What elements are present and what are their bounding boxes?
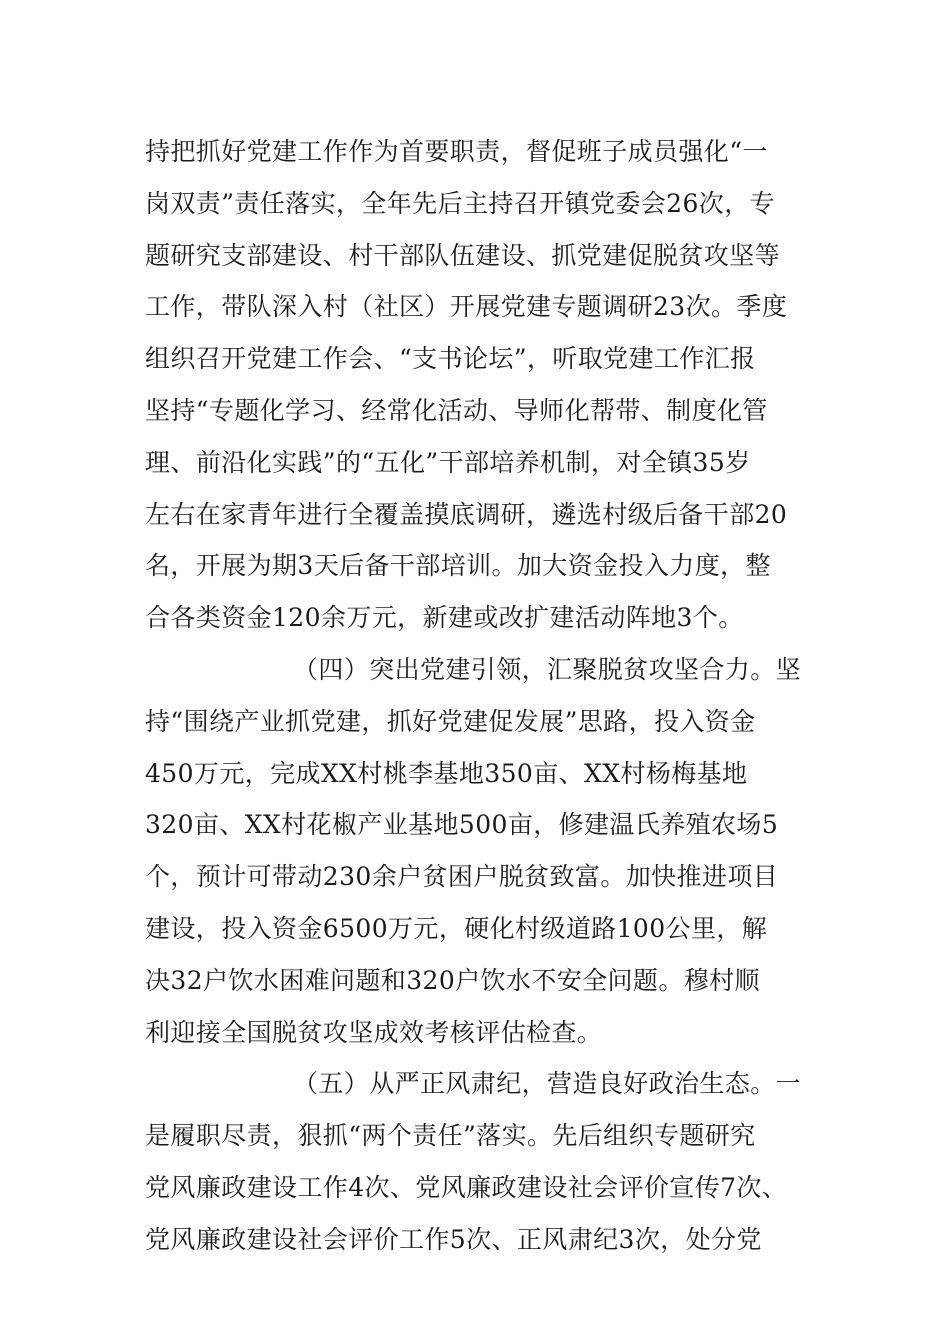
text-line: 题研究支部建设、村干部队伍建设、抓党建促脱贫攻坚等 [145, 240, 781, 270]
section-heading-line: （四）突出党建引领，汇聚脱贫攻坚合力。坚 [293, 654, 802, 684]
section-heading-line: （五）从严正风肃纪，营造良好政治生态。一 [293, 1069, 802, 1099]
text-line: 利迎接全国脱贫攻坚成效考核评估检查。 [145, 1017, 603, 1047]
text-line: 党风廉政建设工作4次、党风廉政建设社会评价宣传7次、 [145, 1172, 788, 1202]
text-line: 理、前沿化实践”的“五化”干部培养机制，对全镇35岁 [145, 447, 751, 477]
text-line: 组织召开党建工作会、“支书论坛”，听取党建工作汇报 [145, 344, 756, 374]
text-line: 450万元，完成XX村桃李基地350亩、XX村杨梅基地 [145, 758, 748, 788]
text-line: 名，开展为期3天后备干部培训。加大资金投入力度，整 [145, 551, 771, 581]
text-line: 持“围绕产业抓党建，抓好党建促发展”思路，投入资金 [145, 706, 756, 736]
text-line: 合各类资金120余万元，新建或改扩建活动阵地3个。 [145, 603, 744, 633]
text-line: 党风廉政建设社会评价工作5次、正风肃纪3次，处分党 [145, 1224, 762, 1254]
text-line: 岗双责”责任落实，全年先后主持召开镇党委会26次，专 [145, 188, 775, 218]
text-line: 工作，带队深入村（社区）开展党建专题调研23次。季度 [145, 292, 788, 322]
text-line: 坚持“专题化学习、经常化活动、导师化帮带、制度化管 [145, 395, 768, 425]
text-line: 持把抓好党建工作作为首要职责，督促班子成员强化“一 [145, 137, 768, 166]
text-line: 是履职尽责，狠抓“两个责任”落实。先后组织专题研究 [145, 1121, 756, 1151]
document-body [145, 126, 825, 1266]
text-line: 个，预计可带动230余户贫困户脱贫致富。加快推进项目 [145, 862, 779, 892]
text-line: 决32户饮水困难问题和320户饮水不安全问题。穆村顺 [145, 965, 760, 995]
text-line: 建设，投入资金6500万元，硬化村级道路100公里，解 [145, 913, 768, 943]
text-line: 左右在家青年进行全覆盖摸底调研，遴选村级后备干部20 [145, 499, 788, 529]
text-line: 320亩、XX村花椒产业基地500亩，修建温氏养殖农场5 [145, 810, 779, 840]
